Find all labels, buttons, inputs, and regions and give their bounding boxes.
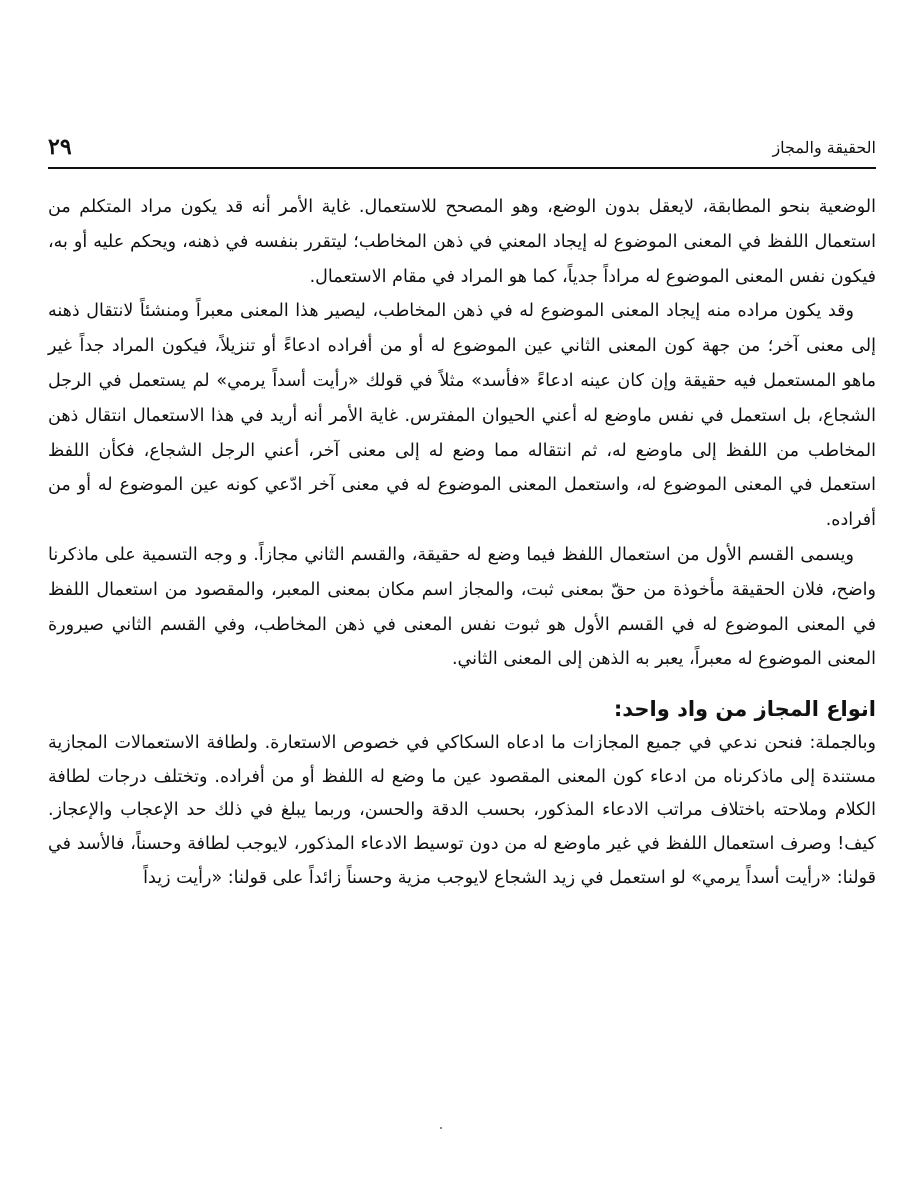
paragraph-2: وقد يكون مراده منه إيجاد المعنى الموضوع له في ذهن المخاطب، ليصير هذا المعنى معبراً ومنشئاً لانتقال ذهنه إلى معنى آخر؛ من جهة كون المعنى الثاني عين الموضوع له أو من أفراده ادعاءً أو تنزيلاً، فيكون المراد جداً غير ماهو المستعمل فيه حقيقة وإن كان عينه ادعاءً «فأسد» مثلاً في قولك «رأيت أسداً يرمي» لم يستعمل في الرجل الشجاع، بل استعمل في نفس ماوضع له أعني الحيوان المفترس. غاية الأمر أنه أريد في هذا الاستعمال انتقال ذهن المخاطب من اللفظ إلى ماوضع له، ثم انتقاله مما وضع له إلى معنى آخر، أعني الرجل الشجاع، فكأن اللفظ استعمل في المعنى الموضوع له، واستعمل المعنى الموضوع له في معنى آخر ادّعي كونه عين الموضوع له أو من أفراده. (48, 301, 876, 531)
paragraph-3: ويسمى القسم الأول من استعمال اللفظ فيما وضع له حقيقة، والقسم الثاني مجازاً. و وجه التسمية على ماذكرنا واضح، فلان الحقيقة مأخوذة من حقّ بمعنى ثبت، والمجاز اسم مكان بمعنى المعبر، والمقصود من استعمال اللفظ في المعنى الموضوع له في القسم الأول هو ثبوت نفس المعنى في ذهن المخاطب، وفي القسم الثاني صيرورة المعنى الموضوع له معبراً، يعبر به الذهن إلى المعنى الثاني. (48, 544, 876, 670)
page-header (48, 132, 876, 166)
running-title: الحقيقة والمجاز (772, 138, 876, 157)
paragraph-1: الوضعية بنحو المطابقة، لايعقل بدون الوضع، وهو المصحح للاستعمال. غاية الأمر أنه قد يكون مراد المتكلم من استعمال اللفظ في المعنى الموضوع له إيجاد المعني في ذهن المخاطب؛ ليتقرر بنفسه في ذهنه، ويحكم عليه أو به، فيكون نفس المعنى الموضوع له مراداً جدياً، كما هو المراد في مقام الاستعمال. (48, 197, 876, 287)
section-heading: انواع المجاز من واد واحد: (613, 697, 876, 722)
section-paragraph: وبالجملة: فنحن ندعي في جميع المجازات ما ادعاه السكاكي في خصوص الاستعارة. ولطافة الاستعمالات المجازية مستندة إلى ماذكرناه من ادعاء كون المعنى المقصود عين ما وضع له اللفظ أو من أفراده. وتختلف درجات لطافة الكلام وملاحته باختلاف مراتب الادعاء المذكور، بحسب الدقة والحسن، وربما يبلغ في ذلك حد الإعجاب والإعجاز. كيف! وصرف استعمال اللفظ في غير ماوضع له من دون توسيط الادعاء المذكور، لايوجب لطافة وحسناً، فالأسد في قولنا: «رأيت أسداً يرمي» لو استعمل في زيد الشجاع لايوجب مزية وحسناً زائداً على قولنا: «رأيت زيداً (48, 733, 876, 888)
page-number: ٢٩ (48, 134, 72, 160)
header-rule (48, 167, 876, 169)
page-body (48, 190, 876, 895)
scan-artifact-dot (440, 1127, 442, 1129)
